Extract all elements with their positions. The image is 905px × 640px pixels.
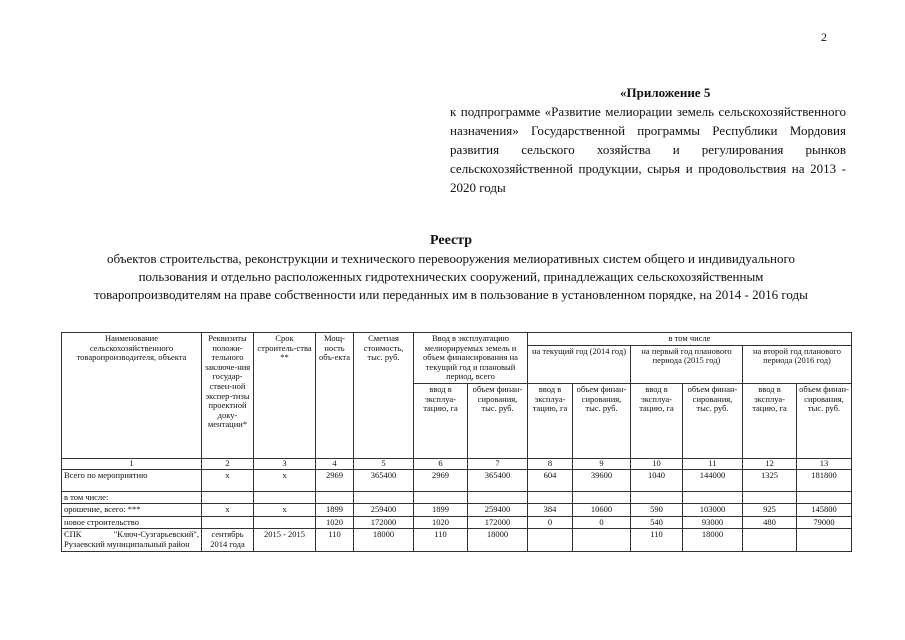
- table-cell: 144000: [683, 469, 743, 491]
- table-cell: 384: [528, 504, 573, 517]
- table-cell: [573, 491, 631, 504]
- table-cell: 93000: [683, 516, 743, 529]
- table-cell: 145800: [797, 504, 852, 517]
- table-cell: 365400: [468, 469, 528, 491]
- table-cell: [202, 516, 254, 529]
- table-cell: 1040: [631, 469, 683, 491]
- table-row: [62, 516, 852, 529]
- table-cell: 110: [414, 529, 468, 551]
- table-row: [62, 469, 852, 491]
- table-cell: 1325: [743, 469, 797, 491]
- table-cell: [573, 529, 631, 551]
- column-number: 9: [573, 458, 631, 469]
- table-cell: [414, 491, 468, 504]
- header-volume-13: объем финан-сирования, тыс. руб.: [797, 383, 852, 458]
- column-number: 2: [202, 458, 254, 469]
- header-input-12: ввод в эксплуа-тацию, га: [743, 383, 797, 458]
- table-cell: [202, 491, 254, 504]
- column-number: 11: [683, 458, 743, 469]
- table-cell: 18000: [683, 529, 743, 551]
- table-cell: 480: [743, 516, 797, 529]
- table-cell: [631, 491, 683, 504]
- table-row: [62, 529, 852, 551]
- table-cell: [254, 516, 316, 529]
- registry-heading: [90, 232, 812, 304]
- table-cell: х: [254, 504, 316, 517]
- row-label: новое строительство: [62, 516, 202, 529]
- appendix-title: «Приложение 5: [620, 85, 711, 100]
- registry-title: Реестр: [429, 233, 472, 248]
- table-cell: х: [202, 469, 254, 491]
- header-input-10: ввод в эксплуа-тацию, га: [631, 383, 683, 458]
- header-second-year: на второй год планового периода (2016 год): [743, 345, 852, 383]
- column-number: 1: [62, 458, 202, 469]
- table-cell: 39600: [573, 469, 631, 491]
- table-cell: [354, 491, 414, 504]
- column-number: 12: [743, 458, 797, 469]
- header-volume-9: объем финан-сирования, тыс. руб.: [573, 383, 631, 458]
- table-cell: 590: [631, 504, 683, 517]
- header-including: в том числе: [528, 333, 852, 346]
- table-cell: 2969: [316, 469, 354, 491]
- table-cell: 1899: [316, 504, 354, 517]
- header-commissioning: Ввод в эксплуатацию мелиорируемых земель и объем финансирования на текущий год и плановый период, всего: [414, 333, 528, 384]
- table-cell: [683, 491, 743, 504]
- column-number: 4: [316, 458, 354, 469]
- table-cell: 365400: [354, 469, 414, 491]
- column-number: 6: [414, 458, 468, 469]
- table-cell: [528, 491, 573, 504]
- appendix-block: [450, 83, 846, 197]
- table-cell: 172000: [468, 516, 528, 529]
- table-cell: 103000: [683, 504, 743, 517]
- column-number: 7: [468, 458, 528, 469]
- table-cell: х: [254, 469, 316, 491]
- header-cost: Сметная стоимость, тыс. руб.: [354, 333, 414, 459]
- header-input-6: ввод в эксплуа-тацию, га: [414, 383, 468, 458]
- table-cell: 0: [573, 516, 631, 529]
- header-requisites: Реквизиты положи-тельного заключе-ния государ-ствен-ной экспер-тизы проектной доку-ментации*: [202, 333, 254, 459]
- row-label: СПК "Ключ-Сузгарьевский", Рузаевский муниципальный район: [62, 529, 202, 551]
- table-cell: [797, 529, 852, 551]
- table-cell: 604: [528, 469, 573, 491]
- table-cell: 18000: [468, 529, 528, 551]
- table-cell: 181800: [797, 469, 852, 491]
- column-number: 5: [354, 458, 414, 469]
- table-cell: [468, 491, 528, 504]
- header-current-year: на текущий год (2014 год): [528, 345, 631, 383]
- page-number: 2: [821, 30, 827, 44]
- header-volume-11: объем финан-сирования, тыс. руб.: [683, 383, 743, 458]
- table-cell: сентябрь 2014 года: [202, 529, 254, 551]
- table-cell: 925: [743, 504, 797, 517]
- table-row: [62, 504, 852, 517]
- table-cell: 0: [528, 516, 573, 529]
- table-cell: 2015 - 2015: [254, 529, 316, 551]
- table-cell: [528, 529, 573, 551]
- table-cell: 10600: [573, 504, 631, 517]
- table-cell: [254, 491, 316, 504]
- column-number: 3: [254, 458, 316, 469]
- registry-subtitle: объектов строительства, реконструкции и технического перевооружения мелиоративных систем общего и индивидуального пользования и отдельно расположенных гидротехнических сооружений, принадлежащих сельскохозяйственным товаропроизводителям на праве собственности или переданных им в пользование в установленном порядке, на 2014 - 2016 годы: [94, 251, 808, 302]
- table-cell: х: [202, 504, 254, 517]
- row-label: орошение, всего: ***: [62, 504, 202, 517]
- header-input-8: ввод в эксплуа-тацию, га: [528, 383, 573, 458]
- table-cell: 1020: [316, 516, 354, 529]
- table-cell: [797, 491, 852, 504]
- column-number: 8: [528, 458, 573, 469]
- column-number: 10: [631, 458, 683, 469]
- header-name: Наименование сельскохозяйственного товаропроизводителя, объекта: [62, 333, 202, 459]
- table-cell: 259400: [468, 504, 528, 517]
- table-cell: 110: [316, 529, 354, 551]
- appendix-text: к подпрограмме «Развитие мелиорации земель сельскохозяйственного назначения» Государственной программы Республики Мордовия развития сельского хозяйства и регулирования рынков сельскохозяйственной продукции, сырья и продовольствия на 2013 - 2020 годы: [450, 104, 846, 195]
- column-number: 13: [797, 458, 852, 469]
- row-label: в том числе:: [62, 491, 202, 504]
- table-cell: [743, 491, 797, 504]
- table-cell: 18000: [354, 529, 414, 551]
- table-row: [62, 491, 852, 504]
- header-row: [62, 333, 852, 346]
- table-cell: 172000: [354, 516, 414, 529]
- table-cell: 540: [631, 516, 683, 529]
- header-volume-7: объем финан-сирования, тыс. руб.: [468, 383, 528, 458]
- table-cell: 2969: [414, 469, 468, 491]
- header-first-year: на первый год планового периода (2015 год): [631, 345, 743, 383]
- table-cell: 259400: [354, 504, 414, 517]
- table-cell: 1020: [414, 516, 468, 529]
- table-cell: 1899: [414, 504, 468, 517]
- table-cell: 79000: [797, 516, 852, 529]
- header-term: Срок строитель-ства **: [254, 333, 316, 459]
- column-number-row: [62, 458, 852, 469]
- row-label: Всего по мероприятию: [62, 469, 202, 491]
- registry-table: [61, 332, 852, 552]
- table-cell: [316, 491, 354, 504]
- table-cell: [743, 529, 797, 551]
- table-cell: 110: [631, 529, 683, 551]
- header-capacity: Мощ-ность объ-екта: [316, 333, 354, 459]
